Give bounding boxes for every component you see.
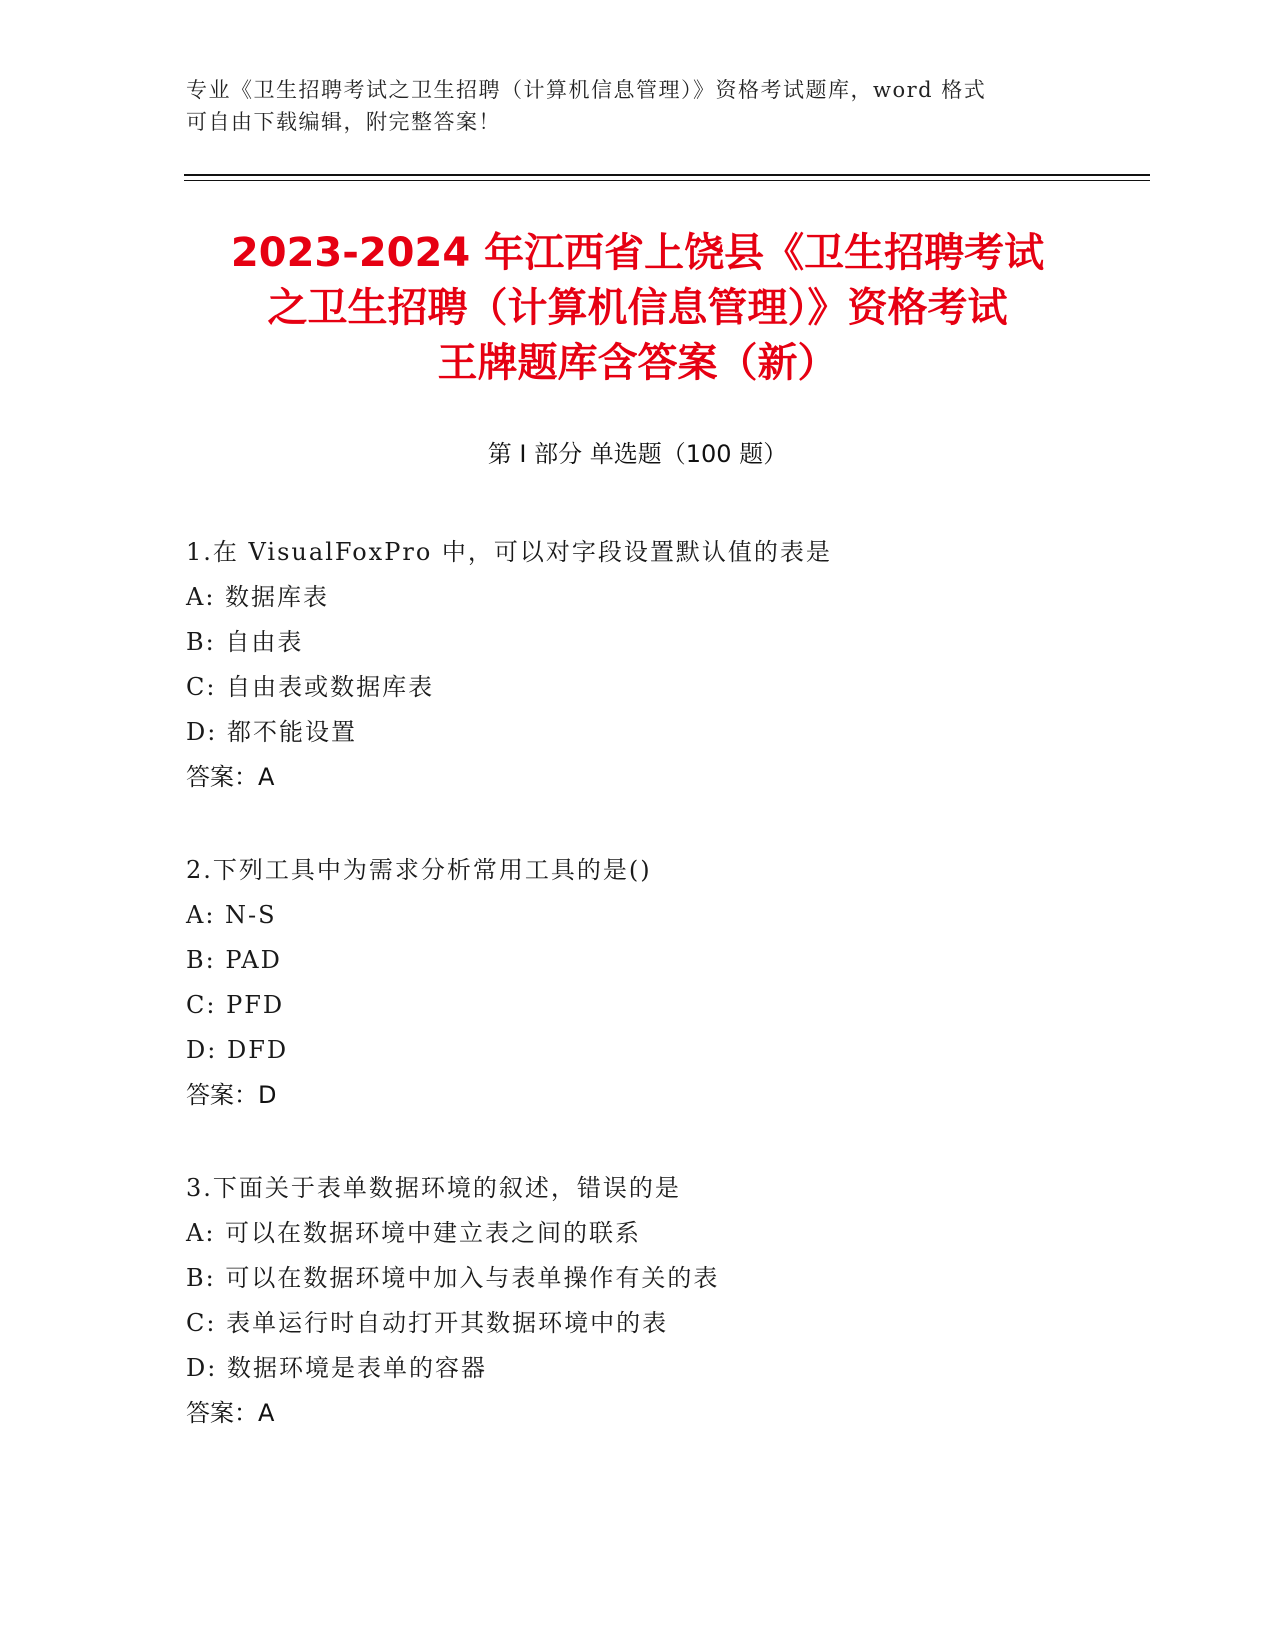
option-b: B: 自由表 <box>186 628 304 656</box>
title-line-3: 王牌题库含答案（新） <box>437 340 838 386</box>
title-line-1: 2023-2024 年江西省上饶县《卫生招聘考试 <box>230 230 1045 276</box>
answer: 答案：A <box>186 1399 275 1427</box>
question-3 <box>186 1166 1136 1436</box>
option-c: C: PFD <box>186 991 285 1019</box>
option-d: D: DFD <box>186 1036 289 1064</box>
question-1 <box>186 530 1136 800</box>
question-list <box>186 530 1136 1436</box>
answer: 答案：D <box>186 1081 277 1109</box>
question-stem: 1.在 VisualFoxPro 中，可以对字段设置默认值的表是 <box>186 538 832 566</box>
header-rule-thick <box>184 174 1150 176</box>
section-heading: 第 I 部分 单选题（100 题） <box>487 440 788 468</box>
option-a: A: 可以在数据环境中建立表之间的联系 <box>186 1219 642 1247</box>
option-b: B: 可以在数据环境中加入与表单操作有关的表 <box>186 1264 720 1292</box>
header-note-line-2: 可自由下载编辑，附完整答案！ <box>186 110 501 134</box>
option-d: D: 都不能设置 <box>186 718 357 746</box>
option-c: C: 自由表或数据库表 <box>186 673 435 701</box>
option-a: A: N-S <box>186 901 277 929</box>
answer: 答案：A <box>186 763 275 791</box>
option-a: A: 数据库表 <box>186 583 330 611</box>
option-c: C: 表单运行时自动打开其数据环境中的表 <box>186 1309 669 1337</box>
question-2 <box>186 848 1136 1118</box>
question-stem: 2.下列工具中为需求分析常用工具的是() <box>186 856 652 884</box>
option-d: D: 数据环境是表单的容器 <box>186 1354 487 1382</box>
document-title <box>150 226 1125 391</box>
title-line-2: 之卫生招聘（计算机信息管理）》资格考试 <box>267 285 1008 331</box>
header-note <box>186 74 1086 138</box>
header-note-line-1: 专业《卫生招聘考试之卫生招聘（计算机信息管理）》资格考试题库，word 格式 <box>186 78 987 102</box>
question-stem: 3.下面关于表单数据环境的叙述，错误的是 <box>186 1174 681 1202</box>
option-b: B: PAD <box>186 946 282 974</box>
header-rule-thin <box>184 180 1150 181</box>
